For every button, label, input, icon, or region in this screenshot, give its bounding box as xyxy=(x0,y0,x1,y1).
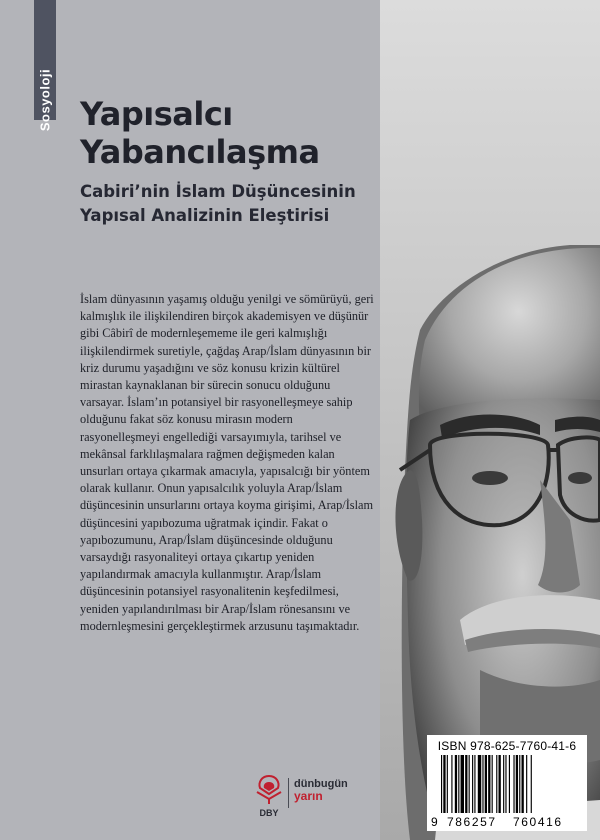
barcode-bar xyxy=(451,755,452,813)
publisher-name-top: dünbugün xyxy=(294,778,348,790)
barcode-bar xyxy=(526,755,527,813)
barcode-bar xyxy=(474,755,475,813)
category-label: Sosyoloji xyxy=(37,68,53,132)
book-subtitle-line-2: Yapısal Analizinin Eleştirisi xyxy=(80,206,330,225)
barcode-digits-left: 786257 xyxy=(447,815,497,829)
book-title-line-2: Yabancılaşma xyxy=(80,133,320,171)
barcode-bar xyxy=(488,755,490,813)
barcode-bar xyxy=(485,755,487,813)
barcode-bar xyxy=(465,755,467,813)
barcode-bar xyxy=(443,755,445,813)
isbn-number: ISBN 978-625-7760-41-6 xyxy=(437,739,577,753)
barcode-bar xyxy=(478,755,481,813)
barcode-bar xyxy=(461,755,464,813)
barcode-bar xyxy=(503,755,504,813)
barcode-bar xyxy=(447,755,448,813)
barcode-icon xyxy=(427,735,587,831)
publisher-logo-icon xyxy=(254,772,284,820)
back-cover-blurb: İslam dünyasının yaşamış olduğu yenilgi ve sömürüyü, geri kalmışlık ile ilişkilendiren birçok akademisyen ve düşünür gibi Câbirî de modernleşememe ile geri kalmışlığı ilişkilendirmek suretiyle, çağdaş Arap/İslam dünyasının bir kriz durumu yaşadığını ve söz konusu krizin kültürel mirastan kaynaklanan bir sürecin sonucu olduğunu varsayar. İslam’ın potansiyel bir rasyonelleşmeye sahip olduğunu fakat söz konusu mirasın modern rasyonelleşmeyi engellediği varsayımıyla, tarihsel ve mekânsal farklılaşmalara rağmen değişmeden kalan unsurları ortaya çıkarmak amacıyla, yapısalcığı bir yöntem olarak kullanır. Onun yapısalcılık yoluyla Arap/İslam düşüncesinin unsurlarını ortaya koyma girişimi, Arap/İslam düşüncesini yapıbozuma uğratmak içindir. Fakat o yapıbozumunu, Arap/İslam düşüncesinde olduğunu varsaydığı rasyonaliteyi ortaya çıkartıp yeniden yapılandırmak amacıyla kullanmıştır. Arap/İslam düşüncesinin potansiyel rasyonalitenin keşfedilmesi, yeniden yapılandırılması bir Arap/İslam rönesansını ve modernleşmesini gerçekleştirmek arzusunu taşımaktadır. xyxy=(80,292,374,633)
book-subtitle-line-1: Cabiri’nin İslam Düşüncesinin xyxy=(80,182,356,201)
barcode-digit-prefix: 9 xyxy=(431,815,438,829)
book-title-line-1: Yapısalcı xyxy=(80,95,233,133)
barcode-bar xyxy=(492,755,493,813)
barcode-bar xyxy=(469,755,470,813)
book-subtitle xyxy=(80,180,356,228)
barcode-bar xyxy=(516,755,518,813)
barcode-bar xyxy=(519,755,520,813)
barcode-bar xyxy=(441,755,442,813)
author-portrait-photo xyxy=(380,0,600,840)
publisher-name xyxy=(294,778,348,802)
barcode-bar xyxy=(455,755,457,813)
barcode-bar xyxy=(496,755,497,813)
barcode-bar xyxy=(509,755,510,813)
isbn-barcode xyxy=(427,735,587,831)
book-title xyxy=(80,95,320,171)
barcode-bar xyxy=(505,755,506,813)
publisher-logo-text: DBY xyxy=(259,808,279,818)
publisher-divider xyxy=(288,778,289,808)
barcode-bar xyxy=(513,755,514,813)
barcode-bar xyxy=(499,755,501,813)
barcode-bar xyxy=(482,755,483,813)
publisher-logo xyxy=(254,772,364,822)
barcode-bar xyxy=(531,755,532,813)
barcode-bar xyxy=(458,755,459,813)
barcode-bar xyxy=(472,755,473,813)
barcode-digits-right: 760416 xyxy=(513,815,563,829)
barcode-bar xyxy=(522,755,524,813)
publisher-name-bottom: yarın xyxy=(294,789,323,803)
